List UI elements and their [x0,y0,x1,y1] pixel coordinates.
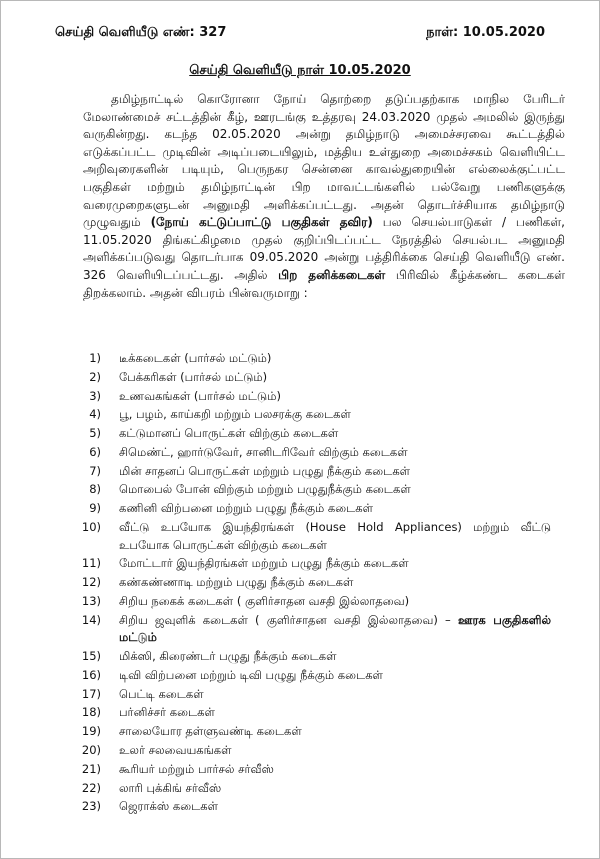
item-number: 3) [89,388,101,403]
item-number: 19) [81,724,101,739]
list-item [1,574,599,592]
list-item [1,519,599,554]
item-number: 1) [89,351,101,365]
item-text-container [119,612,551,647]
item-text: கூரியர் மற்றும் பார்சல் சர்வீஸ் [119,761,274,776]
paragraph-text-3: பிரிவில் கீழ்க்கண்ட கடைகள் திறக்கலாம். அதன் விபரம் பின்வருமாறு : [83,267,565,300]
item-number: 22) [81,780,101,795]
item-text: உலர் சலவையகங்கள் [119,743,232,758]
list-item [1,704,599,722]
item-number: 9) [89,501,101,516]
item-text: கண்கண்ணாடி மற்றும் பழுது நீக்கும் கடைகள் [119,575,354,590]
item-number: 8) [89,482,101,497]
item-number: 23) [81,799,101,814]
list-item [1,463,599,481]
list-item [1,369,599,387]
list-item [1,648,599,666]
list-item [1,761,599,779]
item-number: 14) [81,612,101,627]
item-text: கட்டுமானப் பொருட்கள் விற்கும் கடைகள் [119,426,339,441]
item-number: 7) [89,463,101,478]
list-item [1,406,599,424]
list-item [1,388,599,406]
list-item [1,593,599,611]
document-title: செய்தி வெளியீடு நாள் 10.05.2020 [189,63,411,78]
list-item [1,723,599,741]
item-number: 2) [89,369,101,384]
shop-list [1,350,599,817]
list-item [1,742,599,760]
list-item [1,612,599,647]
paragraph-text-2: பல செயல்பாடுகள் / பணிகள், 11.05.2020 திங்கட்கிழமை முதல் குறிப்பிடப்பட்ட நேரத்தில் செயல்பட அனுமதி அளிக்கப்படுவது தொடர்பாக 09.05.2020 அன்று பத்திரிக்கை செய்தி வெளியீடு எண். 326 வெளியிடப்பட்டது. அதில் [83,215,565,282]
item-number: 16) [81,667,101,682]
release-date: நாள்: 10.05.2020 [426,25,545,40]
list-item [1,798,599,816]
item-number: 13) [81,593,101,608]
item-number: 11) [81,556,101,571]
item-bold-note: ஊரக பகுதிகளில் மட்டும் [119,612,552,645]
item-number: 20) [81,743,101,758]
list-item [1,425,599,443]
item-text: பெட்டி கடைகள் [119,686,204,701]
item-text: வீட்டு உபயோக இயந்திரங்கள் (House Hold Appliances) மற்றும் வீட்டு உபயோக பொருட்கள் விற்கும் கடைகள் [119,520,551,552]
list-item [1,686,599,704]
item-number: 6) [89,444,101,459]
item-text: மொபைல் போன் விற்கும் மற்றும் பழுதுநீக்கும் கடைகள் [119,482,411,497]
item-text: பூ, பழம், காய்கறி மற்றும் பலசரக்கு கடைகள் [119,407,351,422]
item-text: மிக்ஸி, கிரைண்டர் பழுது நீக்கும் கடைகள் [119,649,337,664]
item-text: மோட்டார் இயந்திரங்கள் மற்றும் பழுது நீக்கும் கடைகள் [119,556,409,571]
item-number: 4) [89,407,101,422]
item-text: சிறிய ஜவுளிக் கடைகள் ( குளிர்சாதன வசதி இல்லாதவை) – [119,612,458,627]
item-text: மின் சாதனப் பொருட்கள் மற்றும் பழுது நீக்கும் கடைகள் [119,463,411,478]
paragraph-text-1: தமிழ்நாட்டில் கொரோனா நோய் தொற்றை தடுப்பதற்காக மாநில பேரிடர் மேலாண்மைச் சட்டத்தின் கீழ், ஊரடங்கு உத்தரவு 24.03.2020 முதல் அமலில் இருந்து வருகின்றது. கடந்த 02.05.2020 அன்று தமிழ்நாடு அமைச்சரவை கூட்டத்தில் எடுக்கப்பட்ட முடிவின் அடிப்படையிலும், மத்திய உள்துறை அமைச்சகம் வெளியிட்ட அறிவுரைகளின் படியும், பெருநகர சென்னை காவல்துறையின் எல்லைக்குட்பட்ட பகுதிகள் மற்றும் தமிழ்நாட்டின் பிற மாவட்டங்களில் பல்வேறு பணிகளுக்கு வரைமுறைகளுடன் அனுமதி அளிக்கப்பட்டது. அதன் தொடர்ச்சியாக தமிழ்நாடு முழுவதும் [83,92,565,230]
list-item [1,350,599,368]
list-item [1,555,599,573]
item-number: 15) [81,649,101,664]
item-text: பர்னிச்சர் கடைகள் [119,705,215,720]
list-item [1,780,599,798]
item-text: சாலையோர தள்ளுவண்டி கடைகள் [119,724,302,739]
item-text: சிமெண்ட், ஹார்டுவேர், சானிடரிவேர் விற்கும் கடைகள் [119,444,408,459]
paragraph-bold-2: பிற தனிக்கடைகள் [278,267,386,282]
item-text: டீக்கடைகள் (பார்சல் மட்டும்) [119,351,272,365]
release-number: செய்தி வெளியீடு எண்: 327 [55,25,227,40]
item-number: 12) [81,575,101,590]
item-text: கணினி விற்பனை மற்றும் பழுது நீக்கும் கடைகள் [119,501,374,516]
item-number: 17) [81,686,101,701]
item-text: லாரி புக்கிங் சர்வீஸ் [119,780,222,795]
paragraph-bold-1: (நோய் கட்டுப்பாட்டு பகுதிகள் தவிர) [150,215,373,230]
item-number: 10) [81,520,101,535]
item-number: 18) [81,705,101,720]
document-header [55,25,545,41]
list-item [1,444,599,462]
item-text: ஜெராக்ஸ் கடைகள் [119,799,218,814]
item-text: உணவகங்கள் (பார்சல் மட்டும்) [119,388,281,403]
list-item [1,500,599,518]
item-number: 21) [81,761,101,776]
body-paragraph [83,91,565,302]
list-item [1,481,599,499]
item-text: டிவி விற்பனை மற்றும் டிவி பழுது நீக்கும் கடைகள் [119,667,383,682]
list-item [1,667,599,685]
item-text: சிறிய நகைக் கடைகள் ( குளிர்சாதன வசதி இல்லாதவை) [119,593,410,608]
item-text: பேக்கரிகள் (பார்சல் மட்டும்) [119,369,268,384]
item-number: 5) [89,426,101,441]
